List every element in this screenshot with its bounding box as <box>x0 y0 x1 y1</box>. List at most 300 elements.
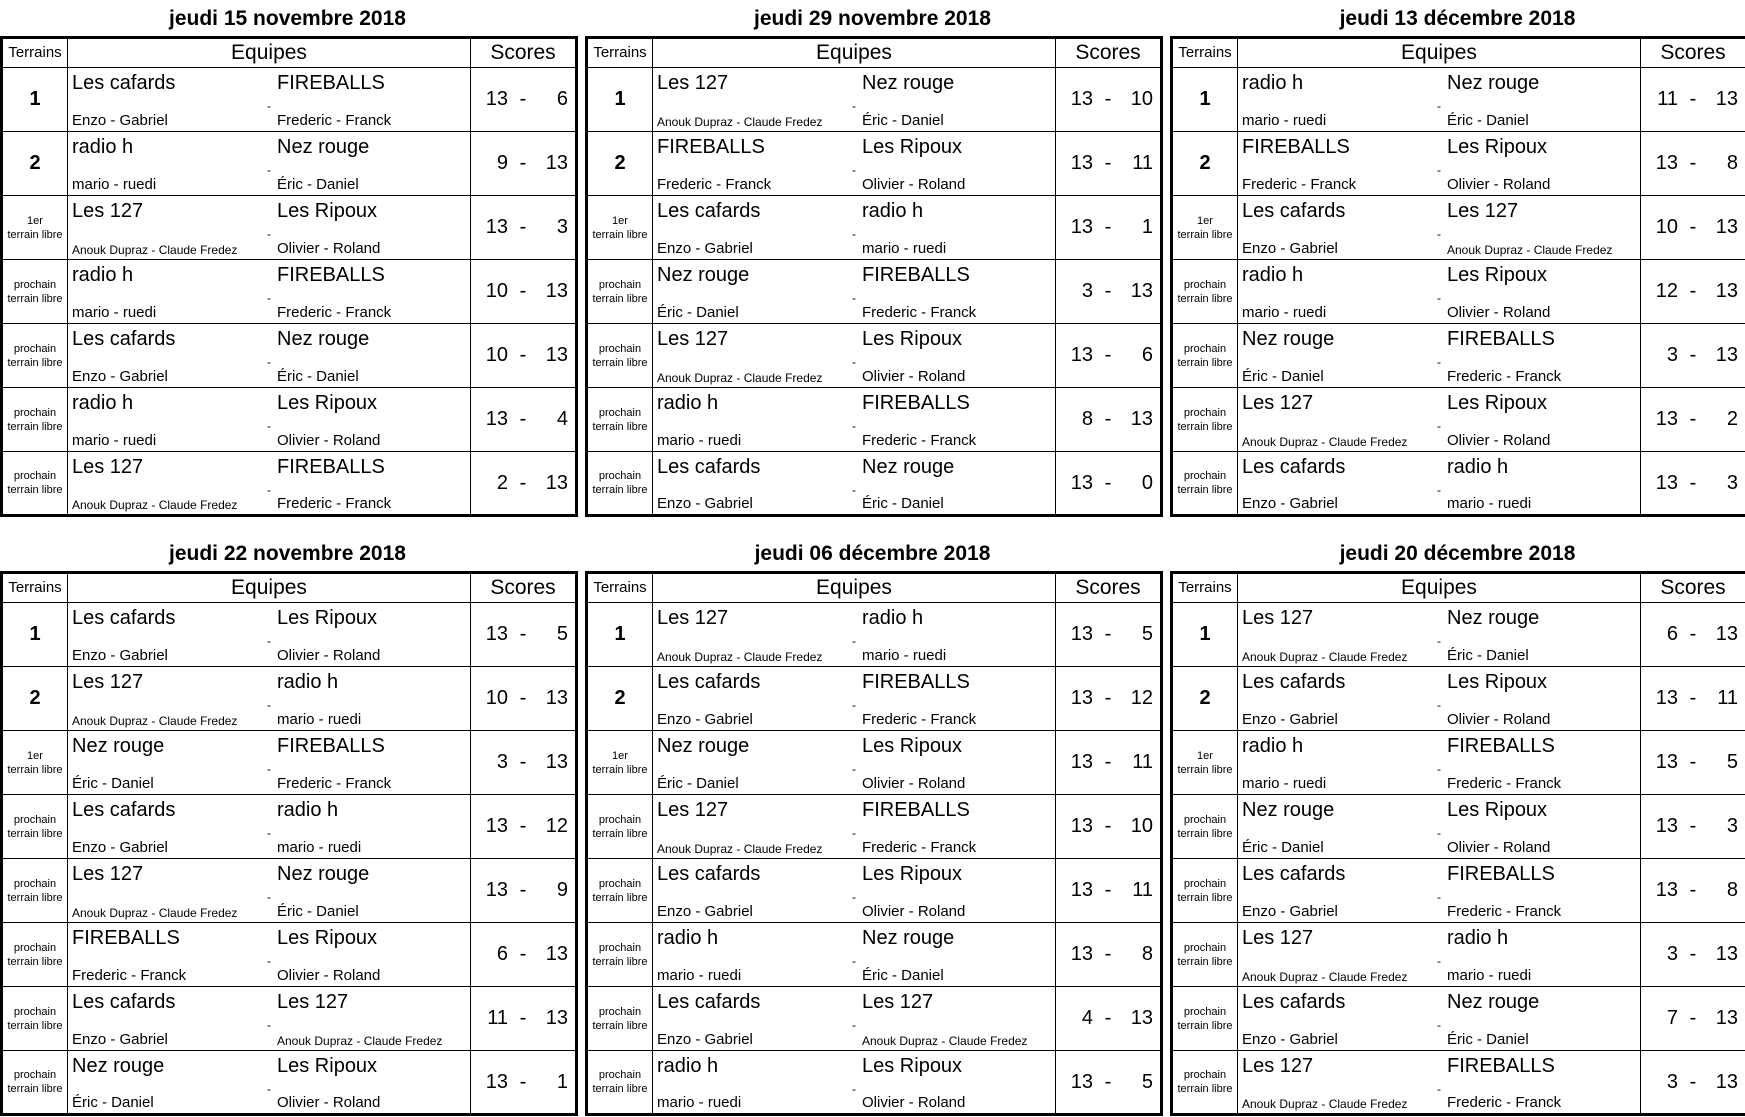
team2-name: Nez rouge <box>277 328 369 351</box>
team-separator: - <box>267 291 271 305</box>
team-separator: - <box>1437 99 1441 113</box>
score-cell <box>1641 452 1745 516</box>
score-separator: - <box>508 408 538 431</box>
team1-name: Les 127 <box>72 456 143 479</box>
team2-name: Les Ripoux <box>862 735 962 758</box>
team-separator: - <box>1437 954 1441 968</box>
team2-name: Les Ripoux <box>1447 671 1547 694</box>
table-header <box>1172 573 1745 603</box>
table-row <box>587 859 1162 923</box>
terrain-cell <box>2 68 68 132</box>
score-separator: - <box>1678 1071 1708 1094</box>
terrain-label-line2: terrain libre <box>1173 891 1237 905</box>
team-separator: - <box>1437 698 1441 712</box>
team2-name: radio h <box>1447 927 1508 950</box>
day-schedule <box>0 535 575 1117</box>
header-equipes: Equipes <box>1238 573 1641 603</box>
team-separator: - <box>267 227 271 241</box>
team-separator: - <box>267 954 271 968</box>
team1-name: Les cafards <box>657 671 760 694</box>
team1-name: radio h <box>657 392 718 415</box>
score-cell <box>1641 603 1745 667</box>
team-separator: - <box>267 355 271 369</box>
terrain-label-line1: prochain <box>1173 1005 1237 1019</box>
table-body <box>2 68 577 516</box>
terrain-label-line1: prochain <box>588 813 652 827</box>
table-row <box>1172 731 1745 795</box>
terrain-label-line2: terrain libre <box>1173 763 1237 777</box>
team1-name: Les 127 <box>1242 927 1313 950</box>
terrain-cell <box>2 388 68 452</box>
score-cell <box>1641 68 1745 132</box>
team1-players: Anouk Dupraz - Claude Fredez <box>72 906 237 920</box>
score-cell <box>471 731 577 795</box>
terrain-label-line2: terrain libre <box>1173 1082 1237 1096</box>
teams-cell <box>68 132 471 196</box>
teams-cell <box>653 667 1056 731</box>
team2-name: Nez rouge <box>1447 991 1539 1014</box>
score-team1: 13 <box>1648 751 1678 774</box>
team1-players: Anouk Dupraz - Claude Fredez <box>657 842 822 856</box>
table-row <box>587 196 1162 260</box>
score-separator: - <box>508 216 538 239</box>
score-team2: 13 <box>538 152 568 175</box>
score-separator: - <box>1093 408 1123 431</box>
teams-cell <box>653 132 1056 196</box>
header-row <box>1172 38 1745 68</box>
terrain-label-line2: terrain libre <box>3 420 67 434</box>
team2-players: Olivier - Roland <box>277 432 380 449</box>
team-separator: - <box>852 291 856 305</box>
team1-name: Les cafards <box>1242 991 1345 1014</box>
score-cell <box>1641 859 1745 923</box>
header-terrains: Terrains <box>2 38 68 68</box>
score-cell <box>471 667 577 731</box>
team1-name: Les cafards <box>72 328 175 351</box>
team1-players: Éric - Daniel <box>1242 368 1324 385</box>
score-team2: 11 <box>1123 751 1153 774</box>
score-team2: 9 <box>538 879 568 902</box>
team1-name: Les 127 <box>72 200 143 223</box>
team1-players: Anouk Dupraz - Claude Fredez <box>72 714 237 728</box>
table-body <box>2 603 577 1115</box>
team2-players: Olivier - Roland <box>1447 176 1550 193</box>
team2-name: radio h <box>862 200 923 223</box>
score-team1: 13 <box>478 815 508 838</box>
team-separator: - <box>1437 163 1441 177</box>
team-separator: - <box>1437 227 1441 241</box>
score-team1: 13 <box>478 1071 508 1094</box>
score-team1: 3 <box>1063 280 1093 303</box>
team-separator: - <box>852 419 856 433</box>
team1-name: Les cafards <box>657 200 760 223</box>
score-team1: 13 <box>1063 152 1093 175</box>
matches-table <box>1170 36 1745 517</box>
terrain-label-line1: prochain <box>3 1005 67 1019</box>
matches-table <box>1170 571 1745 1116</box>
terrain-cell <box>2 324 68 388</box>
team2-players: Olivier - Roland <box>862 368 965 385</box>
team1-name: Les 127 <box>72 671 143 694</box>
terrain-number: 2 <box>1199 687 1210 709</box>
score-cell <box>1056 132 1162 196</box>
score-team2: 11 <box>1123 152 1153 175</box>
table-header <box>1172 38 1745 68</box>
score-separator: - <box>508 88 538 111</box>
terrain-cell <box>587 68 653 132</box>
team1-name: radio h <box>72 392 133 415</box>
score-team2: 13 <box>1708 1007 1738 1030</box>
score-cell <box>1056 452 1162 516</box>
terrain-number: 1 <box>29 623 40 645</box>
score-team1: 13 <box>1063 879 1093 902</box>
terrain-cell <box>1172 731 1238 795</box>
table-row <box>2 132 577 196</box>
terrain-cell <box>1172 324 1238 388</box>
team-separator: - <box>1437 419 1441 433</box>
team2-players: Éric - Daniel <box>1447 647 1529 664</box>
team2-name: Les Ripoux <box>277 927 377 950</box>
score-separator: - <box>1678 751 1708 774</box>
table-row <box>587 452 1162 516</box>
team2-players: Frederic - Franck <box>277 495 391 512</box>
team2-name: FIREBALLS <box>277 735 385 758</box>
table-row <box>1172 859 1745 923</box>
terrain-label-line2: terrain libre <box>588 356 652 370</box>
team1-players: Anouk Dupraz - Claude Fredez <box>72 243 237 257</box>
terrain-label-line2: terrain libre <box>3 763 67 777</box>
table-header <box>2 573 577 603</box>
team2-name: Les Ripoux <box>862 136 962 159</box>
team-separator: - <box>267 826 271 840</box>
terrain-cell <box>2 196 68 260</box>
team2-players: Éric - Daniel <box>1447 1031 1529 1048</box>
score-separator: - <box>1093 1071 1123 1094</box>
score-team1: 13 <box>1063 623 1093 646</box>
team-separator: - <box>852 698 856 712</box>
terrain-number: 2 <box>1199 152 1210 174</box>
score-team2: 8 <box>1708 152 1738 175</box>
team2-name: Les 127 <box>862 991 933 1014</box>
score-team2: 13 <box>1123 280 1153 303</box>
terrain-label-line1: prochain <box>3 469 67 483</box>
header-row <box>587 573 1162 603</box>
score-team1: 10 <box>478 344 508 367</box>
score-separator: - <box>1093 879 1123 902</box>
score-team1: 13 <box>478 408 508 431</box>
team-separator: - <box>267 762 271 776</box>
team1-players: Anouk Dupraz - Claude Fredez <box>1242 1097 1407 1111</box>
score-team2: 13 <box>538 280 568 303</box>
terrain-label-line1: prochain <box>1173 406 1237 420</box>
team1-name: Nez rouge <box>1242 799 1334 822</box>
table-row <box>2 452 577 516</box>
teams-cell <box>1238 452 1641 516</box>
score-cell <box>1641 731 1745 795</box>
terrain-label-line1: 1er <box>588 214 652 228</box>
team2-name: FIREBALLS <box>862 671 970 694</box>
team1-players: Enzo - Gabriel <box>72 839 168 856</box>
terrain-label-line2: terrain libre <box>1173 1019 1237 1033</box>
terrain-cell <box>587 1051 653 1115</box>
terrain-label-line2: terrain libre <box>3 1019 67 1033</box>
terrain-label-line1: prochain <box>1173 469 1237 483</box>
score-cell <box>1641 987 1745 1051</box>
teams-cell <box>653 795 1056 859</box>
table-body <box>587 68 1162 516</box>
score-team2: 1 <box>1123 216 1153 239</box>
score-separator: - <box>508 152 538 175</box>
team-separator: - <box>267 483 271 497</box>
team-separator: - <box>852 634 856 648</box>
team2-players: Frederic - Franck <box>277 112 391 129</box>
team1-name: Nez rouge <box>72 735 164 758</box>
team2-name: Nez rouge <box>862 72 954 95</box>
score-cell <box>471 795 577 859</box>
terrain-label-line2: terrain libre <box>588 1082 652 1096</box>
team2-players: Anouk Dupraz - Claude Fredez <box>862 1034 1027 1048</box>
header-row <box>1172 573 1745 603</box>
terrain-number: 1 <box>614 623 625 645</box>
score-team1: 13 <box>1648 472 1678 495</box>
team1-name: Les cafards <box>1242 671 1345 694</box>
team2-players: Éric - Daniel <box>862 967 944 984</box>
score-team1: 13 <box>1063 216 1093 239</box>
team-separator: - <box>852 227 856 241</box>
score-team2: 6 <box>1123 344 1153 367</box>
table-row <box>1172 132 1745 196</box>
team2-name: Les 127 <box>1447 200 1518 223</box>
team2-players: Frederic - Franck <box>862 711 976 728</box>
team1-name: Les cafards <box>657 456 760 479</box>
team2-players: mario - ruedi <box>1447 495 1531 512</box>
score-separator: - <box>1678 815 1708 838</box>
score-separator: - <box>1093 623 1123 646</box>
table-header <box>2 38 577 68</box>
team1-players: Anouk Dupraz - Claude Fredez <box>657 115 822 129</box>
team2-players: Olivier - Roland <box>1447 432 1550 449</box>
team2-players: Olivier - Roland <box>277 1094 380 1111</box>
terrain-label-line2: terrain libre <box>3 1082 67 1096</box>
table-row <box>587 987 1162 1051</box>
terrain-cell <box>1172 795 1238 859</box>
team1-players: mario - ruedi <box>1242 775 1326 792</box>
score-team1: 13 <box>1063 943 1093 966</box>
score-cell <box>471 196 577 260</box>
team1-players: Éric - Daniel <box>657 304 739 321</box>
terrain-cell <box>1172 388 1238 452</box>
team-separator: - <box>852 826 856 840</box>
team1-name: radio h <box>72 136 133 159</box>
terrain-number: 1 <box>614 88 625 110</box>
team1-name: Les 127 <box>657 72 728 95</box>
score-team2: 13 <box>538 344 568 367</box>
header-equipes: Equipes <box>68 38 471 68</box>
team1-players: Enzo - Gabriel <box>1242 240 1338 257</box>
score-separator: - <box>508 815 538 838</box>
score-separator: - <box>1678 152 1708 175</box>
team1-players: Enzo - Gabriel <box>657 711 753 728</box>
score-team1: 13 <box>1063 1071 1093 1094</box>
teams-cell <box>1238 1051 1641 1115</box>
team1-name: Les cafards <box>1242 200 1345 223</box>
table-row <box>2 260 577 324</box>
score-team1: 13 <box>1648 408 1678 431</box>
teams-cell <box>653 452 1056 516</box>
team2-players: mario - ruedi <box>277 711 361 728</box>
team1-name: Les cafards <box>72 72 175 95</box>
terrain-cell <box>2 987 68 1051</box>
table-row <box>2 859 577 923</box>
team-separator: - <box>852 99 856 113</box>
team1-name: Nez rouge <box>657 735 749 758</box>
score-separator: - <box>508 687 538 710</box>
header-terrains: Terrains <box>1172 38 1238 68</box>
score-separator: - <box>1678 280 1708 303</box>
table-row <box>1172 1051 1745 1115</box>
score-team2: 10 <box>1123 815 1153 838</box>
terrain-label-line2: terrain libre <box>588 891 652 905</box>
team1-players: Éric - Daniel <box>657 775 739 792</box>
team1-players: Enzo - Gabriel <box>72 1031 168 1048</box>
team1-name: Les 127 <box>657 799 728 822</box>
score-separator: - <box>1678 943 1708 966</box>
terrain-label-line1: 1er <box>3 749 67 763</box>
team2-players: Olivier - Roland <box>1447 839 1550 856</box>
team2-name: Nez rouge <box>862 927 954 950</box>
terrain-cell <box>2 1051 68 1115</box>
terrain-number: 2 <box>29 687 40 709</box>
score-cell <box>1641 132 1745 196</box>
score-cell <box>1056 731 1162 795</box>
score-separator: - <box>1678 408 1708 431</box>
terrain-label-line2: terrain libre <box>1173 356 1237 370</box>
team-separator: - <box>852 355 856 369</box>
terrain-label-line1: prochain <box>1173 877 1237 891</box>
team2-players: Frederic - Franck <box>277 775 391 792</box>
terrain-cell <box>1172 132 1238 196</box>
terrain-cell <box>2 452 68 516</box>
score-cell <box>1641 196 1745 260</box>
terrain-cell <box>1172 260 1238 324</box>
table-row <box>1172 196 1745 260</box>
teams-cell <box>1238 324 1641 388</box>
score-cell <box>1056 987 1162 1051</box>
team2-name: FIREBALLS <box>1447 863 1555 886</box>
team1-players: Enzo - Gabriel <box>72 647 168 664</box>
table-row <box>587 731 1162 795</box>
score-team2: 11 <box>1123 879 1153 902</box>
score-cell <box>1641 260 1745 324</box>
team2-name: Les 127 <box>277 991 348 1014</box>
table-row <box>1172 795 1745 859</box>
team1-players: Enzo - Gabriel <box>657 903 753 920</box>
terrain-cell <box>587 731 653 795</box>
terrain-cell <box>587 132 653 196</box>
team2-players: Frederic - Franck <box>862 432 976 449</box>
team1-players: mario - ruedi <box>1242 304 1326 321</box>
terrain-label-line2: terrain libre <box>588 955 652 969</box>
team-separator: - <box>852 762 856 776</box>
score-team2: 13 <box>1123 408 1153 431</box>
score-team2: 13 <box>538 751 568 774</box>
team2-players: Frederic - Franck <box>862 839 976 856</box>
team1-players: Enzo - Gabriel <box>657 240 753 257</box>
terrain-label-line1: 1er <box>3 214 67 228</box>
terrain-cell <box>2 603 68 667</box>
team1-players: Anouk Dupraz - Claude Fredez <box>1242 970 1407 984</box>
score-cell <box>471 132 577 196</box>
table-row <box>1172 388 1745 452</box>
terrain-cell <box>2 667 68 731</box>
score-team2: 13 <box>538 472 568 495</box>
score-cell <box>1641 324 1745 388</box>
table-row <box>1172 987 1745 1051</box>
header-terrains: Terrains <box>1172 573 1238 603</box>
score-cell <box>1641 1051 1745 1115</box>
team1-players: Enzo - Gabriel <box>1242 903 1338 920</box>
team1-name: Les 127 <box>1242 392 1313 415</box>
team2-players: Frederic - Franck <box>1447 368 1561 385</box>
teams-cell <box>68 795 471 859</box>
score-team1: 10 <box>478 280 508 303</box>
terrain-cell <box>1172 987 1238 1051</box>
day-title: jeudi 13 décembre 2018 <box>1170 0 1745 34</box>
score-team2: 6 <box>538 88 568 111</box>
score-team1: 13 <box>478 216 508 239</box>
team1-players: Éric - Daniel <box>72 775 154 792</box>
score-team1: 7 <box>1648 1007 1678 1030</box>
team-separator: - <box>852 1082 856 1096</box>
score-separator: - <box>1093 1007 1123 1030</box>
teams-cell <box>68 731 471 795</box>
team1-name: Les cafards <box>657 991 760 1014</box>
terrain-label-line2: terrain libre <box>1173 483 1237 497</box>
team1-name: Les cafards <box>1242 456 1345 479</box>
terrain-number: 2 <box>614 152 625 174</box>
terrain-label-line1: prochain <box>3 406 67 420</box>
team1-players: Éric - Daniel <box>72 1094 154 1111</box>
score-team1: 13 <box>1648 879 1678 902</box>
score-team1: 2 <box>478 472 508 495</box>
team-separator: - <box>852 1018 856 1032</box>
team2-players: Éric - Daniel <box>1447 112 1529 129</box>
score-cell <box>471 923 577 987</box>
terrain-label-line2: terrain libre <box>588 827 652 841</box>
header-scores: Scores <box>1641 38 1745 68</box>
score-separator: - <box>1678 88 1708 111</box>
terrain-label-line1: prochain <box>588 406 652 420</box>
score-cell <box>1056 795 1162 859</box>
terrain-cell <box>1172 452 1238 516</box>
team1-players: Enzo - Gabriel <box>72 368 168 385</box>
terrain-cell <box>1172 1051 1238 1115</box>
score-team2: 4 <box>538 408 568 431</box>
team2-name: FIREBALLS <box>277 264 385 287</box>
score-team1: 11 <box>478 1007 508 1030</box>
team2-players: Olivier - Roland <box>862 1094 965 1111</box>
team2-name: Les Ripoux <box>1447 136 1547 159</box>
team1-players: mario - ruedi <box>72 304 156 321</box>
team1-name: Les cafards <box>72 991 175 1014</box>
table-row <box>1172 603 1745 667</box>
score-team1: 3 <box>1648 943 1678 966</box>
team1-players: Anouk Dupraz - Claude Fredez <box>657 371 822 385</box>
score-separator: - <box>1093 280 1123 303</box>
team2-players: Olivier - Roland <box>277 647 380 664</box>
terrain-cell <box>2 132 68 196</box>
score-cell <box>1056 923 1162 987</box>
